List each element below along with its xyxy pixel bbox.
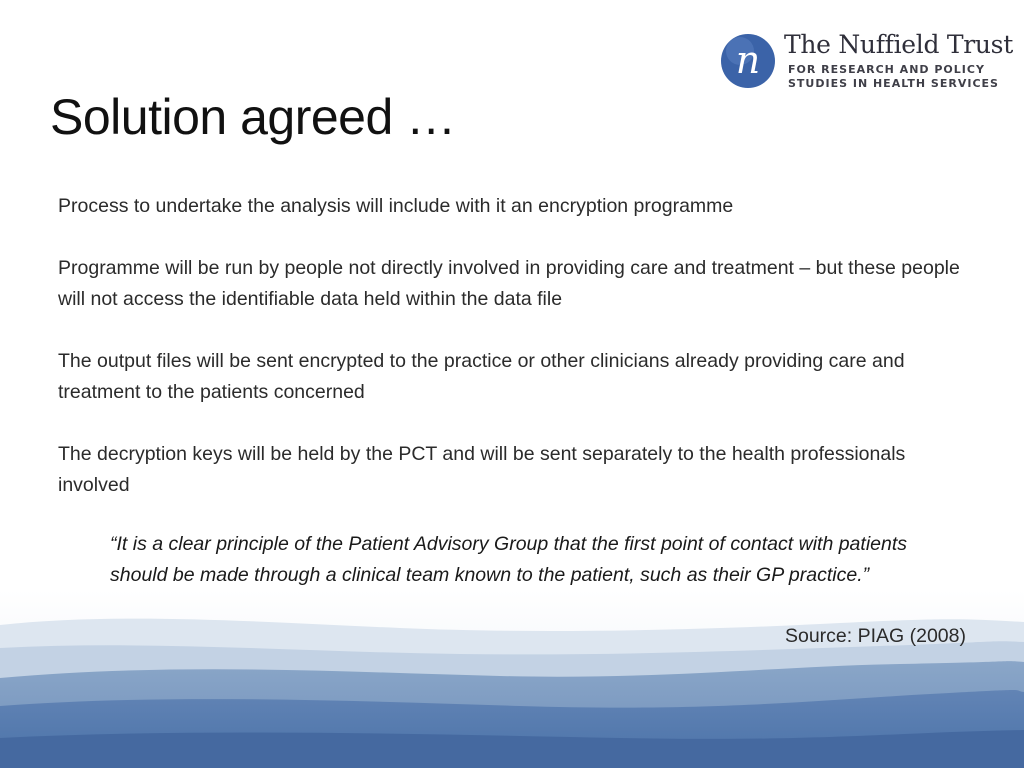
logo-mark-letter: n: [735, 38, 761, 82]
quote-source: Source: PIAG (2008): [784, 625, 966, 647]
nuffield-n-logo-icon: [720, 33, 776, 89]
logo-tagline-1: FOR RESEARCH AND POLICY: [788, 63, 985, 76]
logo-tagline-2: STUDIES IN HEALTH SERVICES: [788, 77, 999, 90]
piag-quote: “It is a clear principle of the Patient Advisory Group that the first point of contact with patients should be made through a clinical team known to the patient, such as their GP practice.”: [110, 533, 908, 586]
nuffield-trust-logo: [716, 26, 1016, 98]
paragraph-decryption-keys: The decryption keys will be held by the PCT and will be sent separately to the health professionals involved: [58, 443, 906, 496]
paragraph-encryption-process: Process to undertake the analysis will include with it an encryption programme: [58, 195, 734, 217]
slide-title: Solution agreed …: [50, 89, 456, 145]
slide-body: [58, 191, 973, 532]
paragraph-output-files: The output files will be sent encrypted to the practice or other clinicians already providing care and treatment to the patients concerned: [58, 350, 905, 403]
logo-name: The Nuffield Trust: [784, 30, 1013, 59]
paragraph-programme-operators: Programme will be run by people not directly involved in providing care and treatment – but these people will not access the identifiable data held within the data file: [58, 257, 960, 310]
